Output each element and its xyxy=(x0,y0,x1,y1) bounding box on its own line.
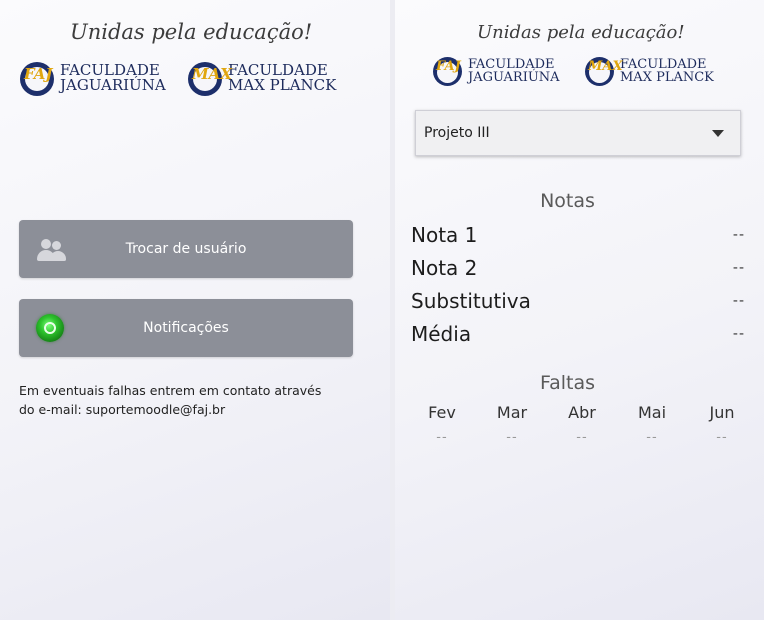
logo-text-line: JAGUARIÚNA xyxy=(60,76,166,94)
faj-logo-icon: FAJ xyxy=(433,56,465,86)
grade-label: Nota 1 xyxy=(411,223,478,247)
grade-label: Substitutiva xyxy=(411,289,531,313)
absence-value: -- xyxy=(506,430,518,445)
faculdade-jaguariuna-logo xyxy=(433,56,560,86)
absence-value: -- xyxy=(646,430,658,445)
month-label: Abr xyxy=(568,403,596,422)
absence-month xyxy=(557,403,607,445)
grade-row xyxy=(411,286,745,316)
course-select-value: Projeto III xyxy=(424,125,490,141)
contact-line: Em eventuais falhas entrem em contato através xyxy=(19,383,322,398)
faculdade-jaguariuna-logo xyxy=(20,60,166,96)
notification-status-icon xyxy=(36,314,64,342)
logo-text-line: MAX PLANCK xyxy=(228,76,337,94)
absence-month xyxy=(487,403,537,445)
slogan: Unidas pela educação! xyxy=(70,20,313,44)
grade-label: Média xyxy=(411,322,472,346)
grade-row xyxy=(411,220,745,250)
month-label: Mar xyxy=(496,403,528,422)
right-screen xyxy=(395,0,764,620)
notifications-button[interactable] xyxy=(19,299,353,357)
logo-text-line: JAGUARIÚNA xyxy=(468,70,560,85)
users-icon xyxy=(37,237,67,263)
absence-value: -- xyxy=(436,430,448,445)
faculdade-max-planck-logo xyxy=(188,60,336,96)
absences-grid xyxy=(417,403,747,445)
notifications-label: Notificações xyxy=(143,320,229,336)
grade-value: -- xyxy=(732,227,745,243)
month-label: Mai xyxy=(637,403,667,422)
logo-text-line: FACULDADE xyxy=(60,61,160,79)
max-logo-icon: MAX xyxy=(585,56,617,86)
max-logo-icon: MAX xyxy=(188,60,224,96)
absences-title: Faltas xyxy=(539,372,596,394)
grade-value: -- xyxy=(732,293,745,309)
support-contact-text xyxy=(19,381,369,419)
absence-value: -- xyxy=(576,430,588,445)
contact-line: do e-mail: suportemoodle@faj.br xyxy=(19,402,226,417)
logo-text-line: MAX PLANCK xyxy=(620,70,714,85)
faculdade-max-planck-logo xyxy=(585,56,714,86)
grade-value: -- xyxy=(732,326,745,342)
logo-text-line: FACULDADE xyxy=(468,57,555,72)
grade-value: -- xyxy=(732,260,745,276)
caret-down-icon[interactable] xyxy=(712,130,724,137)
absence-value: -- xyxy=(716,430,728,445)
absence-month xyxy=(417,403,467,445)
course-select[interactable] xyxy=(415,110,741,156)
month-label: Fev xyxy=(428,403,456,422)
absence-month xyxy=(627,403,677,445)
absence-month xyxy=(697,403,747,445)
slogan: Unidas pela educação! xyxy=(477,22,685,43)
logo-text-line: FACULDADE xyxy=(228,61,328,79)
month-label: Jun xyxy=(709,403,735,422)
faj-logo-icon: FAJ xyxy=(20,60,56,96)
switch-user-label: Trocar de usuário xyxy=(125,241,247,257)
logo-text-line: FACULDADE xyxy=(620,57,707,72)
grade-row xyxy=(411,319,745,349)
grade-row xyxy=(411,253,745,283)
switch-user-button[interactable] xyxy=(19,220,353,278)
grade-label: Nota 2 xyxy=(411,256,478,280)
grades-title: Notas xyxy=(540,190,595,212)
